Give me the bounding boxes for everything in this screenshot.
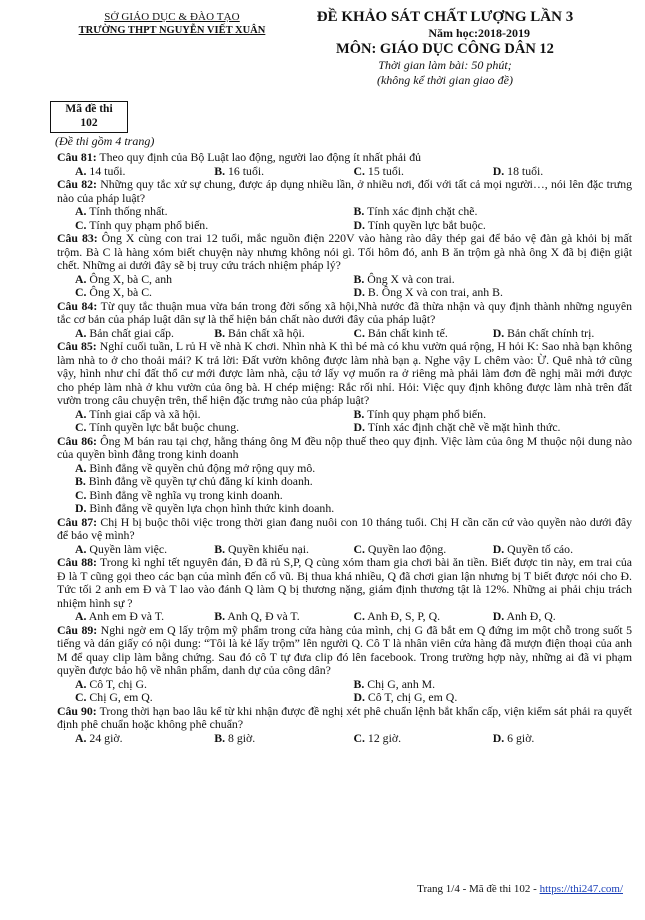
option-letter: A. [75, 730, 87, 745]
option-text: Quyền làm việc. [89, 541, 168, 556]
answer-option [493, 543, 632, 557]
option-letter: A. [75, 406, 87, 421]
question-stem [57, 151, 632, 165]
answer-option [354, 286, 633, 300]
answer-options [57, 327, 632, 341]
answer-option [75, 286, 354, 300]
option-text: Tính quyền lực bắt buộc chung. [89, 420, 240, 434]
option-text: Tính xác định chặt chẽ. [367, 204, 478, 218]
option-text: Cô T, chị G. [89, 676, 147, 691]
answer-option [354, 691, 633, 705]
question-text: Theo quy định của Bộ Luật lao động, người lao động ít nhất phải đủ [99, 150, 421, 164]
option-letter: A. [75, 460, 87, 475]
question-block [57, 516, 632, 557]
answer-option [75, 165, 214, 179]
option-letter: C. [75, 487, 87, 502]
option-letter: C. [353, 541, 365, 556]
footer-link[interactable]: https://thi247.com/ [539, 883, 623, 895]
option-letter: A. [75, 204, 87, 218]
option-letter: C. [75, 217, 87, 232]
answer-options [57, 165, 632, 179]
option-letter: B. [75, 474, 86, 488]
option-text: Tính thống nhất. [89, 204, 168, 218]
question-stem [57, 516, 632, 543]
answer-options [57, 462, 632, 516]
option-letter: D. [353, 690, 365, 704]
subject-title: MÔN: GIÁO DỤC CÔNG DÂN 12 [336, 41, 554, 57]
option-text: Quyền lao động. [367, 541, 447, 556]
answer-options [57, 543, 632, 557]
option-text: Tính quy phạm phổ biến. [367, 406, 487, 421]
option-letter: D. [353, 217, 365, 232]
page-footer [417, 883, 623, 895]
question-text: Những quy tắc xử sự chung, được áp dụng nhiều lần, ở nhiều nơi, đối với tất cả mọi người…, nói lên đặc trưng nào của pháp luật? [57, 177, 632, 205]
question-text: Nghi ngờ em Q lấy trộm mỹ phẩm trong cửa hàng của mình, chị G đã bắt em Q đứng im một chỗ trong suốt 5 tiếng và dán giấy có nội dung: “Tôi là kẻ lấy trộm” lên người Q. Cô T là nhân viên cửa hàng đã mượn điện thoại của anh M để quay clip làm bằng chứng. Sau đó cô T tự đưa clip đó lên facebook. Trong trường hợp này, những ai đã vi phạm quyền được bảo hộ về nhân phẩm, danh dự của công dân? [57, 622, 633, 677]
answer-option [214, 165, 353, 179]
exam-time-note: (không kể thời gian giao đề) [376, 73, 514, 87]
answer-option [354, 327, 493, 341]
option-letter: C. [353, 163, 365, 178]
option-text: Quyền khiếu nại. [228, 541, 309, 556]
answer-option [214, 543, 353, 557]
answer-option [354, 543, 493, 557]
answer-options [57, 610, 632, 624]
option-text: Bản chất giai cấp. [89, 325, 174, 340]
option-text: Bình đẳng về nghĩa vụ trong kinh doanh. [89, 487, 283, 502]
answer-option [75, 732, 214, 746]
option-letter: C. [75, 690, 87, 704]
answer-option [354, 610, 493, 624]
answer-option [75, 502, 632, 516]
exam-title: ĐỀ KHẢO SÁT CHẤT LƯỢNG LẦN 3 [316, 9, 574, 25]
option-text: Tính quyền lực bắt buộc. [367, 217, 486, 232]
answer-option [75, 475, 632, 489]
option-letter: B. [214, 541, 226, 556]
option-text: Chị G, em Q. [89, 690, 153, 704]
answer-option [493, 610, 632, 624]
option-text: Anh Đ, S, P, Q. [367, 609, 441, 623]
answer-option [354, 421, 633, 435]
answer-option [354, 205, 633, 219]
option-letter: D. [492, 325, 505, 340]
question-block [57, 435, 632, 516]
school-name: TRƯỜNG THPT NGUYỄN VIẾT XUÂN [78, 25, 266, 36]
option-letter: B. [214, 609, 226, 623]
question-number: Câu 89: [57, 622, 98, 637]
option-letter: C. [353, 609, 365, 623]
option-text: B. Ông X và con trai, anh B. [367, 285, 503, 299]
department-name: SỞ GIÁO DỤC & ĐÀO TẠO [104, 11, 240, 23]
option-letter: B. [214, 730, 226, 745]
option-letter: B. [353, 406, 365, 421]
option-text: Bản chất xã hội. [228, 325, 305, 340]
option-letter: A. [75, 609, 87, 623]
footer-text: Trang 1/4 - Mã đề thi 102 - [417, 883, 540, 895]
question-number: Câu 85: [57, 339, 97, 353]
option-text: Tính giai cấp và xã hội. [89, 406, 201, 421]
answer-option [214, 327, 353, 341]
option-letter: D. [492, 541, 505, 556]
option-text: 8 giờ. [228, 730, 256, 745]
option-text: Bản chất kinh tế. [367, 325, 448, 340]
question-block [57, 151, 632, 178]
question-stem [57, 556, 632, 610]
question-number: Câu 81: [57, 150, 97, 164]
option-text: Cô T, chị G, em Q. [367, 690, 458, 704]
answer-option [214, 610, 353, 624]
option-letter: D. [492, 163, 505, 178]
option-text: 16 tuổi. [228, 163, 265, 178]
option-letter: C. [353, 730, 365, 745]
option-letter: A. [75, 271, 87, 286]
question-number: Câu 86: [57, 433, 97, 448]
question-block [57, 232, 632, 300]
option-letter: B. [214, 163, 226, 178]
answer-option [75, 408, 354, 422]
option-letter: D. [492, 609, 505, 623]
answer-option [493, 327, 632, 341]
school-year: Năm học:2018-2019 [428, 26, 530, 40]
answer-options [57, 678, 632, 705]
option-letter: A. [75, 325, 87, 340]
option-letter: D. [492, 730, 505, 745]
question-block [57, 178, 632, 232]
answer-option [214, 732, 353, 746]
option-text: Tính quy phạm phổ biến. [89, 217, 209, 232]
option-text: Quyền tố cáo. [507, 541, 574, 556]
option-text: Anh em Đ và T. [88, 609, 165, 623]
option-text: Bình đẳng về quyền chủ động mở rộng quy mô. [89, 460, 316, 475]
exam-code: 102 [80, 117, 98, 129]
option-text: Bình đẳng về quyền lựa chọn hình thức kinh doanh. [89, 501, 335, 515]
header-left [62, 10, 282, 38]
question-stem [57, 624, 632, 678]
option-text: Ông X, bà C. [89, 285, 153, 299]
exam-time: Thời gian làm bài: 50 phút; [378, 58, 512, 72]
option-text: Chị G, anh M. [367, 676, 436, 691]
question-text: Trong thời hạn bao lâu kể từ khi nhận được đề nghị xét phê chuẩn lệnh bắt khẩn cấp, viện kiểm sát phải ra quyết định phê chuẩn hoặc không phê chuẩn? [57, 703, 632, 731]
answer-option [354, 219, 633, 233]
option-letter: B. [353, 676, 365, 691]
option-text: Bình đẳng về quyền tự chủ đăng kí kinh doanh. [88, 474, 313, 488]
option-text: 6 giờ. [507, 730, 535, 745]
header-right [300, 8, 590, 88]
option-text: Bản chất chính trị. [507, 325, 595, 340]
question-block [57, 300, 632, 341]
question-number: Câu 84: [57, 298, 98, 313]
answer-options [57, 205, 632, 232]
option-text: Ông X, bà C, anh [89, 271, 172, 286]
question-text: Chị H bị buộc thôi việc trong thời gian đang nuôi con 10 tháng tuổi. Chị H cần căn cứ vào quyền nào dưới đây để bảo vệ mình? [57, 514, 632, 542]
answer-option [75, 219, 354, 233]
option-letter: B. [353, 204, 365, 218]
option-text: Tính xác định chặt chẽ về mặt hình thức. [367, 420, 561, 434]
option-text: 12 giờ. [367, 730, 402, 745]
question-number: Câu 88: [57, 555, 97, 569]
question-block [57, 340, 632, 435]
question-number: Câu 90: [57, 703, 97, 718]
exam-code-label: Mã đề thi [65, 103, 113, 115]
option-letter: B. [214, 325, 226, 340]
exam-code-box [50, 101, 128, 133]
question-text: Nghỉ cuối tuần, L rủ H về nhà K chơi. Nhìn nhà K thì bé mà có khu vườn quá rộng, H hỏi K: Sao nhà bạn không làm nhà to ở cho thoải mái? K trả lời: Đất vườn không được làm nhà bạn ạ. Nghe vậy L chêm vào: Ừ. Quê nhà tớ cũng vậy, hình như chỉ đất thổ cư mới được làm nhà, cậu tớ lấy vợ muốn ra ở riêng mà phải làm đơn đề nghị mãi mới được cho phép làm nhà ở khu vườn của ông bà. H chép miệng: Rắc rối nhỉ. Hỏi: Việc quy định không được làm nhà trên đất vườn trong câu chuyện trên, thể hiện đặc trưng nào của pháp luật? [57, 339, 633, 407]
answer-option [75, 421, 354, 435]
question-stem [57, 178, 632, 205]
option-letter: A. [75, 541, 87, 556]
answer-options [57, 273, 632, 300]
option-letter: C. [75, 420, 87, 434]
answer-option [75, 610, 214, 624]
answer-option [354, 273, 633, 287]
option-letter: B. [353, 271, 365, 286]
answer-option [75, 327, 214, 341]
question-block [57, 624, 632, 705]
question-list [57, 151, 632, 745]
question-text: Ông X cùng con trai 12 tuổi, mắc nguồn điện 220V vào hàng rào dây thép gai để bảo vệ đàn gà khỏi bị mất trộm. Bà C là hàng xóm biết chuyện này nhưng không nói gì. Tối hôm đó, anh B ăn trộm gà nhà ông X đã bị điện giật chết. Những ai dưới đây sẽ bị truy cứu trách nhiệm pháp lý? [57, 231, 632, 272]
option-text: 15 tuổi. [367, 163, 404, 178]
answer-option [75, 489, 632, 503]
option-text: 24 giờ. [89, 730, 123, 745]
option-text: Anh Q, Đ và T. [227, 609, 300, 623]
option-text: Anh Đ, Q. [506, 609, 556, 623]
answer-option [75, 678, 354, 692]
option-letter: D. [353, 285, 365, 299]
question-number: Câu 83: [57, 231, 98, 245]
pages-note: (Đề thi gồm 4 trang) [55, 134, 155, 148]
question-number: Câu 87: [57, 514, 98, 529]
option-text: 14 tuổi. [89, 163, 126, 178]
answer-option [354, 165, 493, 179]
question-text: Từ quy tắc thuận mua vừa bán trong đời sống xã hội,Nhà nước đã thừa nhận và quy định thành những nguyên tắc cơ bản của pháp luật dân sự là thể hiện bản chất nào dưới đây của pháp luật? [57, 298, 633, 326]
answer-option [493, 732, 632, 746]
question-stem [57, 232, 632, 273]
option-letter: C. [75, 285, 87, 299]
question-stem [57, 300, 632, 327]
option-letter: A. [75, 676, 87, 691]
answer-options [57, 732, 632, 746]
option-text: 18 tuổi. [507, 163, 544, 178]
answer-option [75, 462, 632, 476]
answer-option [75, 273, 354, 287]
question-number: Câu 82: [57, 177, 97, 191]
question-block [57, 705, 632, 746]
option-letter: D. [75, 501, 87, 515]
option-letter: D. [353, 420, 365, 434]
answer-option [354, 732, 493, 746]
option-text: Ông X và con trai. [367, 271, 455, 286]
question-text: Ông M bán rau tại chợ, hằng tháng ông M đều nộp thuế theo quy định. Việc làm của ông M thuộc nội dung nào của quyền bình đẳng trong kinh doanh [57, 433, 633, 461]
question-stem [57, 340, 632, 408]
answer-option [75, 205, 354, 219]
question-block [57, 556, 632, 624]
answer-option [75, 691, 354, 705]
answer-option [493, 165, 632, 179]
question-stem [57, 705, 632, 732]
answer-option [354, 408, 633, 422]
option-letter: A. [75, 163, 87, 178]
answer-option [354, 678, 633, 692]
option-letter: C. [353, 325, 365, 340]
answer-option [75, 543, 214, 557]
question-text: Trong kì nghỉ tết nguyên đán, Đ đã rủ S,P, Q cùng xóm tham gia chơi bài ăn tiền. Biết được tin này, em trai của Đ là T cũng gọi theo các bạn của mình đến cổ vũ. Bị thua khá nhiều, Q đã chơi gian lận nhưng bị T biết được nói cho Đ. Tức tối 2 anh em Đ và T lao vào đánh Q làm Q bị thương nặng, giám định thương tật là 12%. Những ai phải chịu trách nhiệm hình sự ? [57, 555, 632, 610]
question-stem [57, 435, 632, 462]
answer-options [57, 408, 632, 435]
